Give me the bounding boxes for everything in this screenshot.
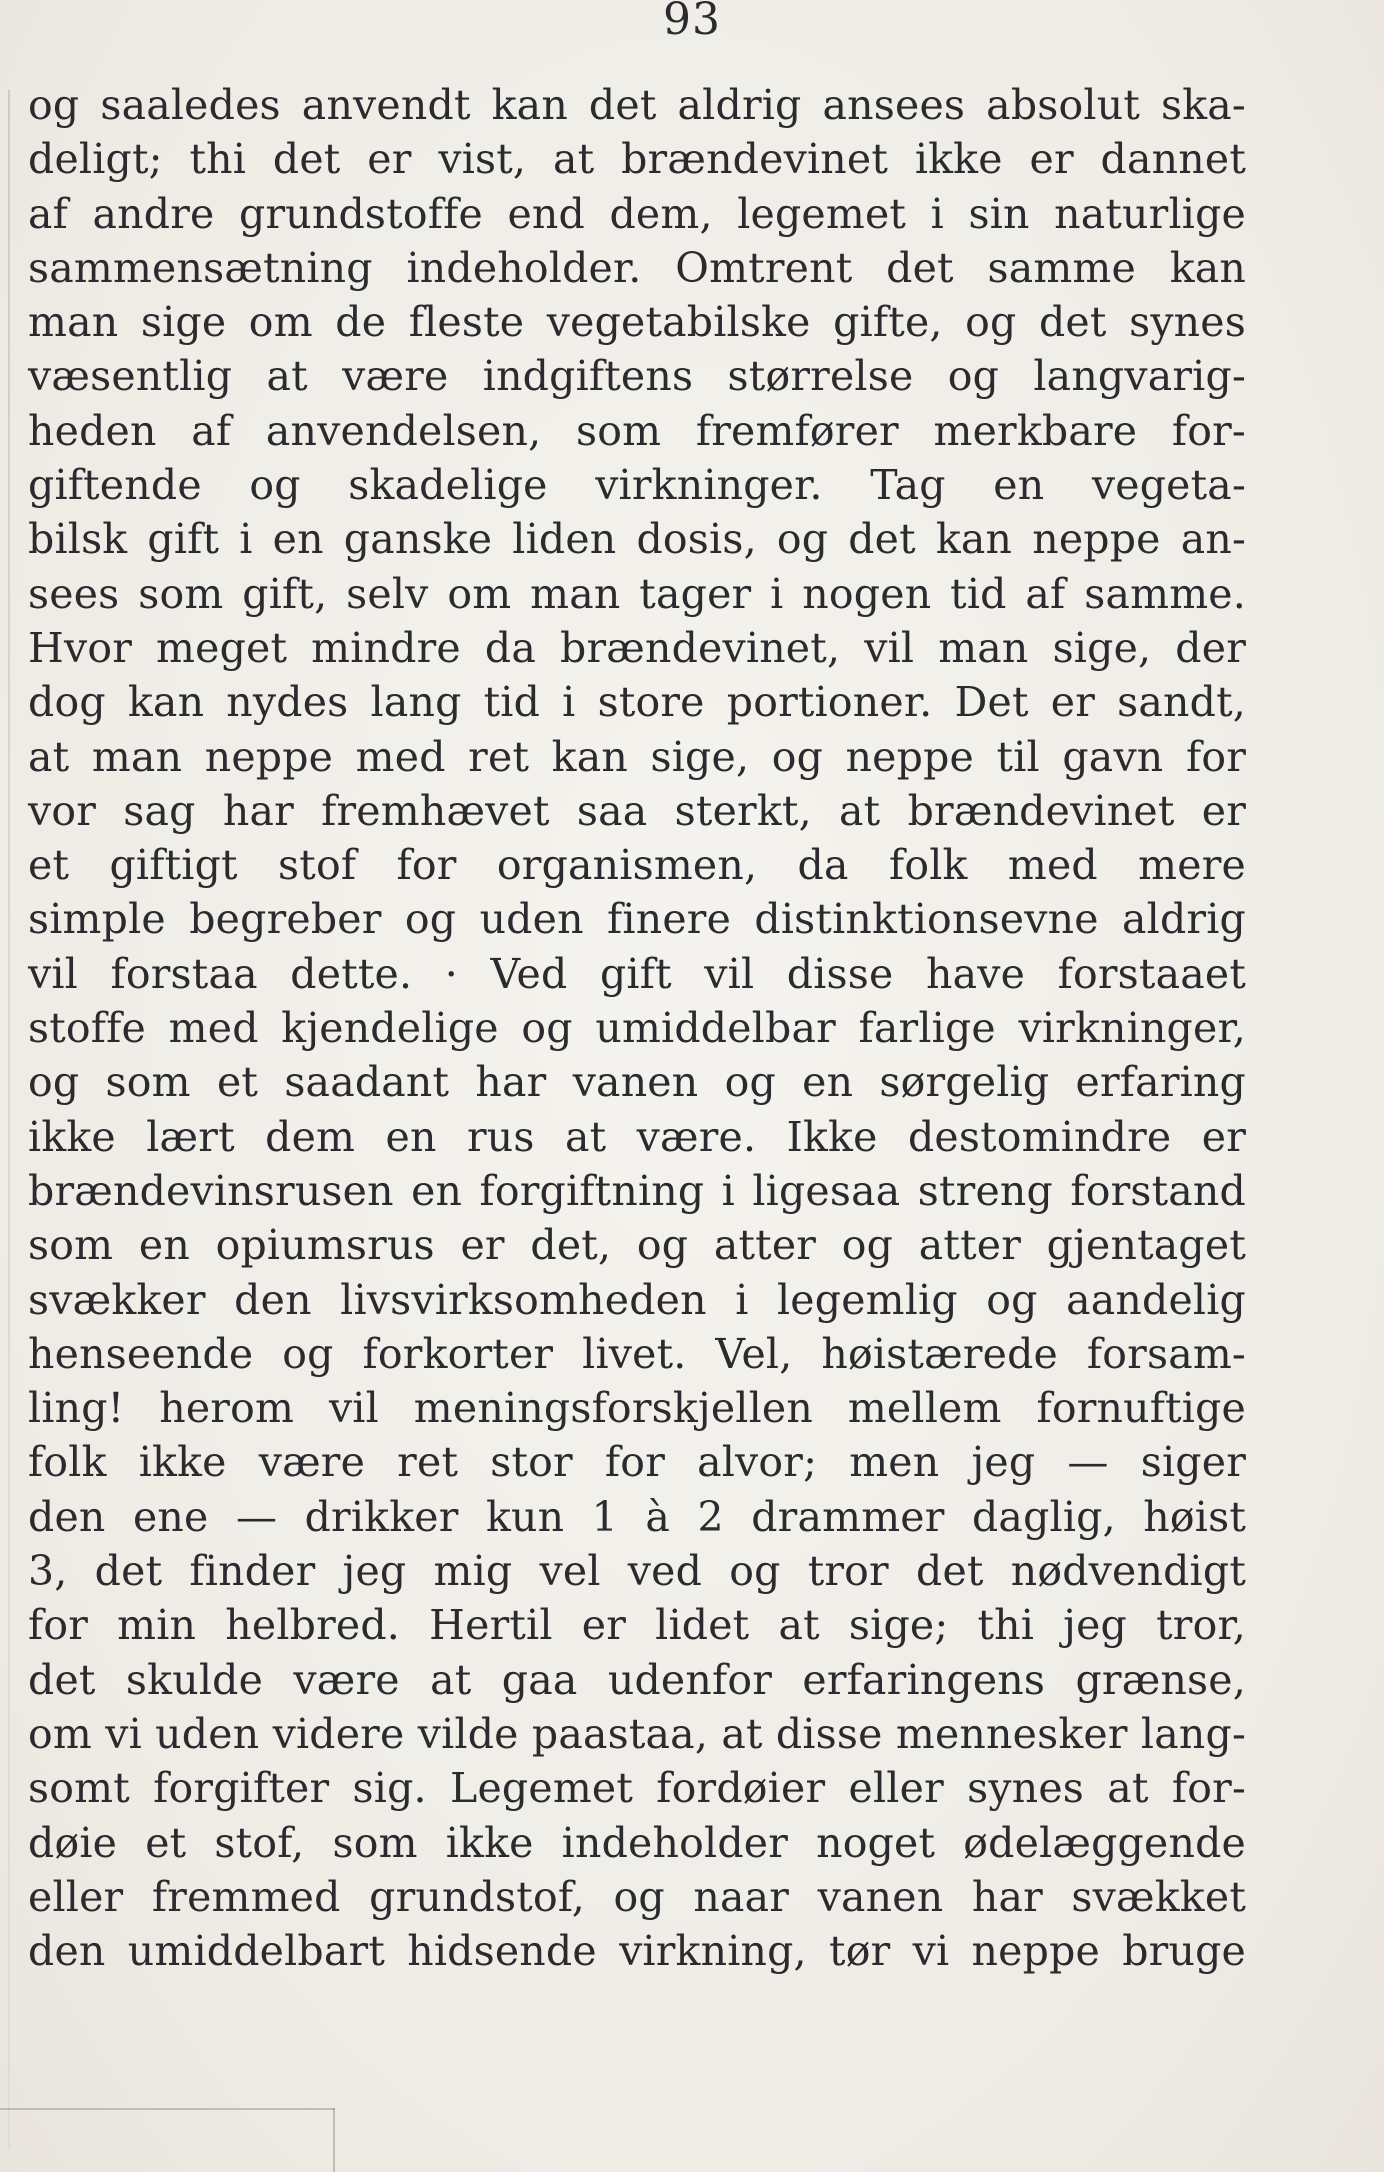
text-line-24: henseende og forkorter livet. Vel, høistærede forsam- <box>28 1329 1246 1378</box>
text-line-14: vor sag har fremhævet saa sterkt, at brændevinet er <box>28 786 1246 835</box>
text-line-16: simple begreber og uden finere distinktionsevne aldrig <box>28 895 1246 944</box>
text-line-2: deligt; thi det er vist, at brændevinet ikke er dannet <box>28 135 1246 184</box>
text-line-28: 3, det finder jeg mig vel ved og tror det nødvendigt <box>28 1547 1246 1596</box>
text-line-25: ling! herom vil meningsforskjellen mellem fornuftige <box>28 1384 1246 1433</box>
text-line-33: døie et stof, som ikke indeholder noget ødelæggende <box>28 1818 1246 1867</box>
text-line-30: det skulde være at gaa udenfor erfaringens grænse, <box>28 1655 1246 1704</box>
text-line-34: eller fremmed grundstof, og naar vanen har svækket <box>28 1872 1246 1921</box>
text-line-3: af andre grundstoffe end dem, legemet i sin naturlige <box>28 189 1246 238</box>
text-line-32: somt forgifter sig. Legemet fordøier eller synes at for- <box>28 1764 1246 1813</box>
text-line-13: at man neppe med ret kan sige, og neppe til gavn for <box>28 732 1246 781</box>
text-line-20: ikke lært dem en rus at være. Ikke destomindre er <box>28 1112 1246 1161</box>
text-line-26: folk ikke være ret stor for alvor; men jeg — siger <box>28 1438 1246 1487</box>
text-line-29: for min helbred. Hertil er lidet at sige; thi jeg tror, <box>28 1601 1246 1650</box>
scan-corner-mark-vertical <box>333 2108 335 2172</box>
text-line-18: stoffe med kjendelige og umiddelbar farlige virkninger, <box>28 1004 1246 1053</box>
text-line-10: sees som gift, selv om man tager i nogen tid af samme. <box>28 569 1246 618</box>
text-line-7: heden af anvendelsen, som fremfører merkbare for- <box>28 406 1246 455</box>
text-line-6: væsentlig at være indgiftens størrelse og langvarig- <box>28 352 1246 401</box>
text-line-31: om vi uden videre vilde paastaa, at disse mennesker lang- <box>28 1709 1246 1758</box>
text-line-11: Hvor meget mindre da brændevinet, vil man sige, der <box>28 623 1246 672</box>
text-line-17: vil forstaa dette. · Ved gift vil disse have forstaaet <box>28 949 1246 998</box>
text-line-19: og som et saadant har vanen og en sørgelig erfaring <box>28 1058 1246 1107</box>
text-line-21: brændevinsrusen en forgiftning i ligesaa streng forstand <box>28 1166 1246 1215</box>
text-line-27: den ene — drikker kun 1 à 2 drammer daglig, høist <box>28 1492 1246 1541</box>
text-line-15: et giftigt stof for organismen, da folk med mere <box>28 841 1246 890</box>
text-line-22: som en opiumsrus er det, og atter og atter gjentaget <box>28 1221 1246 1270</box>
page-edge-shadow <box>8 90 10 2150</box>
text-line-9: bilsk gift i en ganske liden dosis, og det kan neppe an- <box>28 515 1246 564</box>
text-line-23: svækker den livsvirksomheden i legemlig og aandelig <box>28 1275 1246 1324</box>
page-number: 93 <box>663 0 721 45</box>
text-line-5: man sige om de fleste vegetabilske gifte, og det synes <box>28 298 1246 347</box>
text-line-35: den umiddelbart hidsende virkning, tør vi neppe bruge <box>28 1927 1246 1976</box>
text-line-8: giftende og skadelige virkninger. Tag en vegeta- <box>28 461 1246 510</box>
body-text <box>28 78 1246 1978</box>
text-line-4: sammensætning indeholder. Omtrent det samme kan <box>28 243 1246 292</box>
text-line-12: dog kan nydes lang tid i store portioner. Det er sandt, <box>28 678 1246 727</box>
text-line-1: og saaledes anvendt kan det aldrig ansees absolut ska- <box>28 81 1246 129</box>
scan-corner-mark <box>0 2108 335 2110</box>
